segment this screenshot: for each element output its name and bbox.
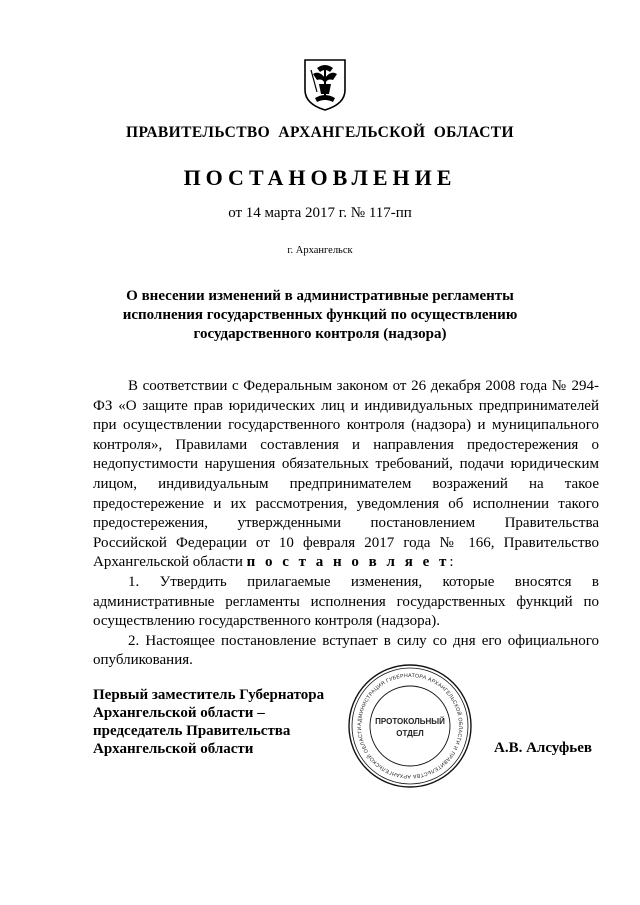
preamble-paragraph	[93, 377, 599, 573]
signer-title-line: председатель Правительства	[93, 723, 291, 739]
coat-of-arms-icon	[303, 58, 347, 112]
city-name: г. Архангельск	[287, 245, 353, 256]
subject-line: государственного контроля (надзора)	[193, 326, 447, 342]
stamp-center-text: ОТДЕЛ	[396, 729, 424, 738]
resolution-item-2: 2. Настоящее постановление вступает в силу со дня его официального опубликования.	[93, 632, 599, 669]
signer-title-line: Архангельской области –	[93, 705, 265, 721]
svg-text:АДМИНИСТРАЦИЯ ГУБЕРНАТОРА АРХА	[357, 673, 464, 779]
signer-title	[93, 686, 353, 758]
subject-line: О внесении изменений в административные регламенты	[126, 288, 514, 304]
government-name: ПРАВИТЕЛЬСТВО АРХАНГЕЛЬСКОЙ ОБЛАСТИ	[125, 124, 514, 141]
document-body	[93, 377, 599, 671]
stamp-ring-text: АДМИНИСТРАЦИЯ ГУБЕРНАТОРА АРХАНГЕЛЬСКОЙ ОБЛАСТИ И ПРАВИТЕЛЬСТВА АРХАНГЕЛЬСКОЙ ОБЛАСТИ	[356, 672, 464, 780]
signer-title-line: Первый заместитель Губернатора	[93, 687, 325, 703]
stamp-center-text: ПРОТОКОЛЬНЫЙ	[375, 717, 445, 726]
document-subject	[110, 287, 530, 344]
resolution-item-1: 1. Утвердить прилагаемые изменения, которые вносятся в административные регламенты исполнения государственных функций по осуществлению государственного контроля (надзора).	[93, 573, 599, 630]
resolves-colon: :	[449, 554, 454, 571]
document-type-title: ПОСТАНОВЛЕНИЕ	[183, 165, 457, 190]
subject-line: исполнения государственных функций по осуществлению	[122, 307, 518, 323]
preamble-text: В соответствии с Федеральным законом от 26 декабря 2008 года № 294-ФЗ «О защите прав юридических лиц и индивидуальных предпринимателей при осуществлении государственного контроля (надзора) и муниципального контроля», Правилами составления и направления предостережения о недопустимости нарушения обязательных требований, подачи юридическим лицом, индивидуальным предпринимателем возражений на такое предостережение и их рассмотрения, уведомления об исполнении такого предостережения, утвержденными постановлением Правительства Российской Федерации от 10 февраля 2017 года № 166, Правительство Архангельской области	[93, 378, 599, 571]
date-and-number: от 14 марта 2017 г. № 117-пп	[228, 205, 412, 221]
signer-title-line: Архангельской области	[93, 741, 254, 757]
resolves-word: п о с т а н о в л я е т	[246, 554, 450, 571]
signer-name: А.В. Алсуфьев	[494, 740, 592, 756]
protocol-department-stamp	[346, 662, 474, 790]
